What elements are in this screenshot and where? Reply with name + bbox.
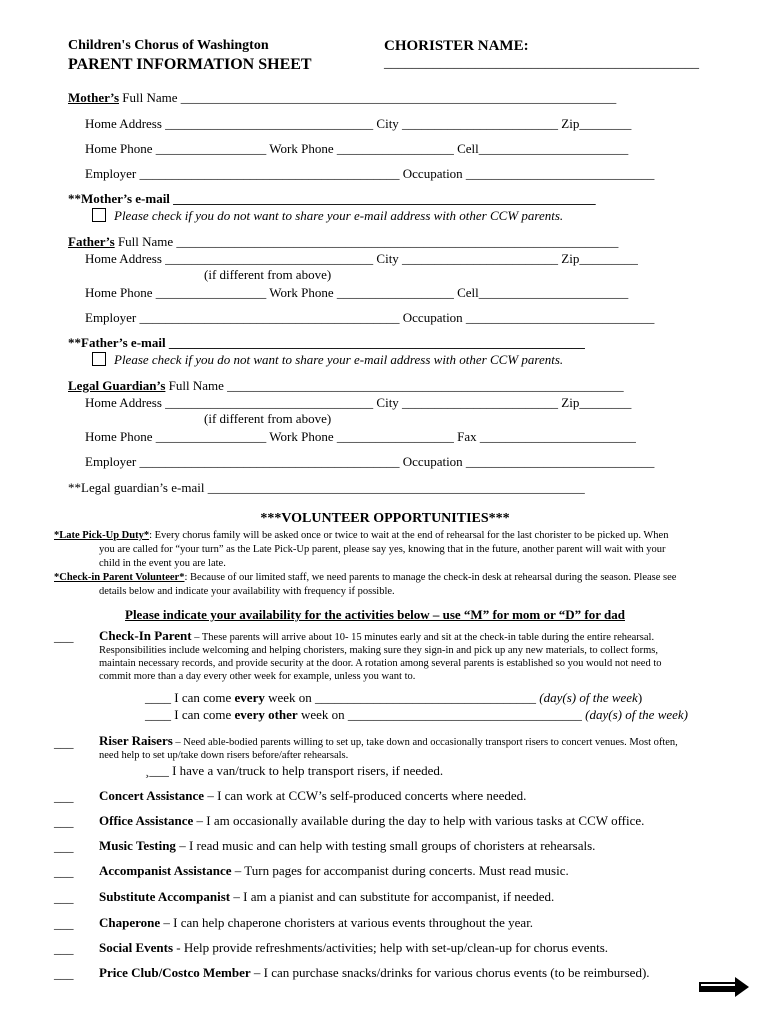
every-other-week-row[interactable]: ____ I can come every other week on ____________________________________ (day(s) of the week) [145, 707, 689, 722]
right-arrow-icon[interactable] [698, 976, 750, 998]
father-if-different: (if different from above) [204, 267, 332, 282]
guardian-if-different: (if different from above) [204, 411, 332, 426]
checkin-parent-line2: Responsibilities include welcoming and helping choristers, making sure they sign-in and pick up any new materials, to collect forms, [99, 645, 659, 656]
mother-phone-field[interactable]: Home Phone _________________ Work Phone __________________ Cell_______________________ [85, 141, 629, 156]
mother-fullname-field[interactable]: Full Name ___________________________________________________________________ [119, 90, 617, 105]
father-address-field[interactable]: Home Address ________________________________ City ________________________ Zip_________ [85, 251, 638, 266]
checkin-parent-line4: commit more than a day every other week for example, unless you want to. [99, 671, 416, 682]
checkin-volunteer-label: *Check-in Parent Volunteer* [54, 572, 185, 583]
org-name: Children's Chorus of Washington [68, 38, 269, 53]
father-email-field[interactable]: **Father’s e-mail ________________________________________________________________ [68, 335, 585, 350]
activity-item [99, 916, 533, 931]
riser-raisers-blank[interactable]: ___ [54, 735, 74, 750]
mother-email-field[interactable]: **Mother’s e-mail _________________________________________________________________ [68, 191, 596, 206]
activity-item [99, 814, 644, 829]
volunteer-heading: ***VOLUNTEER OPPORTUNITIES*** [260, 511, 510, 526]
every-week-row[interactable]: ____ I can come every week on __________________________________ (day(s) of the week) [145, 690, 643, 705]
activity-description: – I can help chaperone choristers at various events throughout the year. [160, 915, 534, 930]
activity-title: Concert Assistance [99, 788, 205, 803]
activity-description: – I can purchase snacks/drinks for various chorus events (to be reimbursed). [250, 965, 650, 980]
activity-blank[interactable]: ___ [54, 941, 74, 956]
guardian-label: Legal Guardian’s [68, 378, 166, 393]
mother-address-field[interactable]: Home Address ________________________________ City ________________________ Zip________ [85, 116, 632, 131]
activity-blank[interactable]: ___ [54, 839, 74, 854]
checkin-parent-line1: Check-In Parent – These parents will arrive about 10- 15 minutes early and sit at the check-in table during the entire rehearsal. [99, 628, 655, 643]
activity-description: – I am occasionally available during the day to help with various tasks at CCW office. [193, 813, 645, 828]
mother-no-share-checkbox[interactable] [92, 208, 106, 222]
activity-title: Social Events [99, 940, 174, 955]
activity-item [99, 839, 595, 854]
activity-blank[interactable]: ___ [54, 814, 74, 829]
activity-description: – I can work at CCW’s self-produced concerts where needed. [204, 788, 527, 803]
activity-title: Chaperone [99, 915, 161, 930]
activity-title: Accompanist Assistance [99, 863, 232, 878]
father-no-share-note: Please check if you do not want to share your e-mail address with other CCW parents. [114, 352, 564, 367]
late-pickup-label: *Late Pick-Up Duty* [54, 530, 150, 541]
guardian-phone-field[interactable]: Home Phone _________________ Work Phone __________________ Fax ________________________ [85, 429, 636, 444]
activity-description: – I am a pianist and can substitute for accompanist, if needed. [230, 889, 555, 904]
riser-raisers-line1: Riser Raisers – Need able-bodied parents willing to set up, take down and occasionally transport risers to concert venues. Most often, [99, 733, 678, 748]
mother-employer-field[interactable]: Employer ________________________________________ Occupation _____________________________ [85, 166, 655, 181]
guardian-employer-field[interactable]: Employer ________________________________________ Occupation _____________________________ [85, 454, 655, 469]
activity-blank[interactable]: ___ [54, 864, 74, 879]
guardian-email-field[interactable]: **Legal guardian’s e-mail __________________________________________________________ [68, 480, 585, 495]
activity-item [99, 941, 608, 956]
riser-raisers-line2: need help to set up/take down risers before/after rehearsals. [99, 750, 349, 761]
activity-blank[interactable]: ___ [54, 916, 74, 931]
checkin-parent-title: Check-In Parent [99, 628, 192, 643]
van-truck-row[interactable]: ¸___ I have a van/truck to help transport risers, if needed. [145, 763, 444, 778]
riser-raisers-title: Riser Raisers [99, 733, 173, 748]
checkin-parent-blank[interactable]: ___ [54, 629, 74, 644]
activity-title: Substitute Accompanist [99, 889, 231, 904]
activity-blank[interactable]: ___ [54, 966, 74, 981]
activity-title: Office Assistance [99, 813, 194, 828]
guardian-fullname-row[interactable] [68, 379, 624, 394]
activity-blank[interactable]: ___ [54, 890, 74, 905]
late-pickup-line2: you are called for “your turn” as the Late Pick-Up parent, please say yes, knowing that in the future, another parent will wait with your [99, 544, 666, 555]
mother-no-share-note: Please check if you do not want to share your e-mail address with other CCW parents. [114, 208, 564, 223]
availability-heading: Please indicate your availability for the activities below – use “M” for mom or “D” for dad [125, 607, 625, 622]
activity-item [99, 864, 569, 879]
chorister-name-label: CHORISTER NAME: [384, 38, 529, 54]
father-no-share-checkbox[interactable] [92, 352, 106, 366]
late-pickup-line3: child in the event you are late. [99, 558, 226, 569]
mother-label: Mother’s [68, 90, 120, 105]
activity-item [99, 890, 554, 905]
chorister-name-field[interactable]: _____________________________________________ [384, 56, 699, 71]
activity-title: Music Testing [99, 838, 176, 853]
checkin-volunteer-line2: details below and indicate your availability with frequency if possible. [99, 586, 395, 597]
father-fullname-row[interactable] [68, 235, 618, 250]
page-title: PARENT INFORMATION SHEET [68, 56, 312, 73]
father-employer-field[interactable]: Employer ________________________________________ Occupation _____________________________ [85, 310, 655, 325]
checkin-volunteer-line1: *Check-in Parent Volunteer*: Because of our limited staff, we need parents to manage the check-in desk at rehearsal during the season. Please see [54, 572, 677, 583]
guardian-address-field[interactable]: Home Address ________________________________ City ________________________ Zip________ [85, 395, 632, 410]
late-pickup-line1: *Late Pick-Up Duty*: Every chorus family will be asked once or twice to wait at the end of rehearsal for the last chorister to be picked up. When [54, 530, 669, 541]
checkin-parent-line3: maintain necessary records, and provide security at the door. A rotation among several parents is established so you would not need to [99, 658, 662, 669]
activity-item [99, 966, 650, 981]
father-fullname-field[interactable]: Full Name ____________________________________________________________________ [114, 234, 619, 249]
father-phone-field[interactable]: Home Phone _________________ Work Phone __________________ Cell_______________________ [85, 285, 629, 300]
activity-description: - Help provide refreshments/activities; help with set-up/clean-up for chorus events. [173, 940, 609, 955]
father-label: Father’s [68, 234, 115, 249]
activity-description: – Turn pages for accompanist during concerts. Must read music. [231, 863, 569, 878]
mother-fullname-row[interactable] [68, 91, 616, 106]
activity-title: Price Club/Costco Member [99, 965, 251, 980]
activity-blank[interactable]: ___ [54, 789, 74, 804]
guardian-fullname-field[interactable]: Full Name _____________________________________________________________ [165, 378, 624, 393]
activity-item [99, 789, 526, 804]
activity-description: – I read music and can help with testing small groups of choristers at rehearsals. [175, 838, 596, 853]
